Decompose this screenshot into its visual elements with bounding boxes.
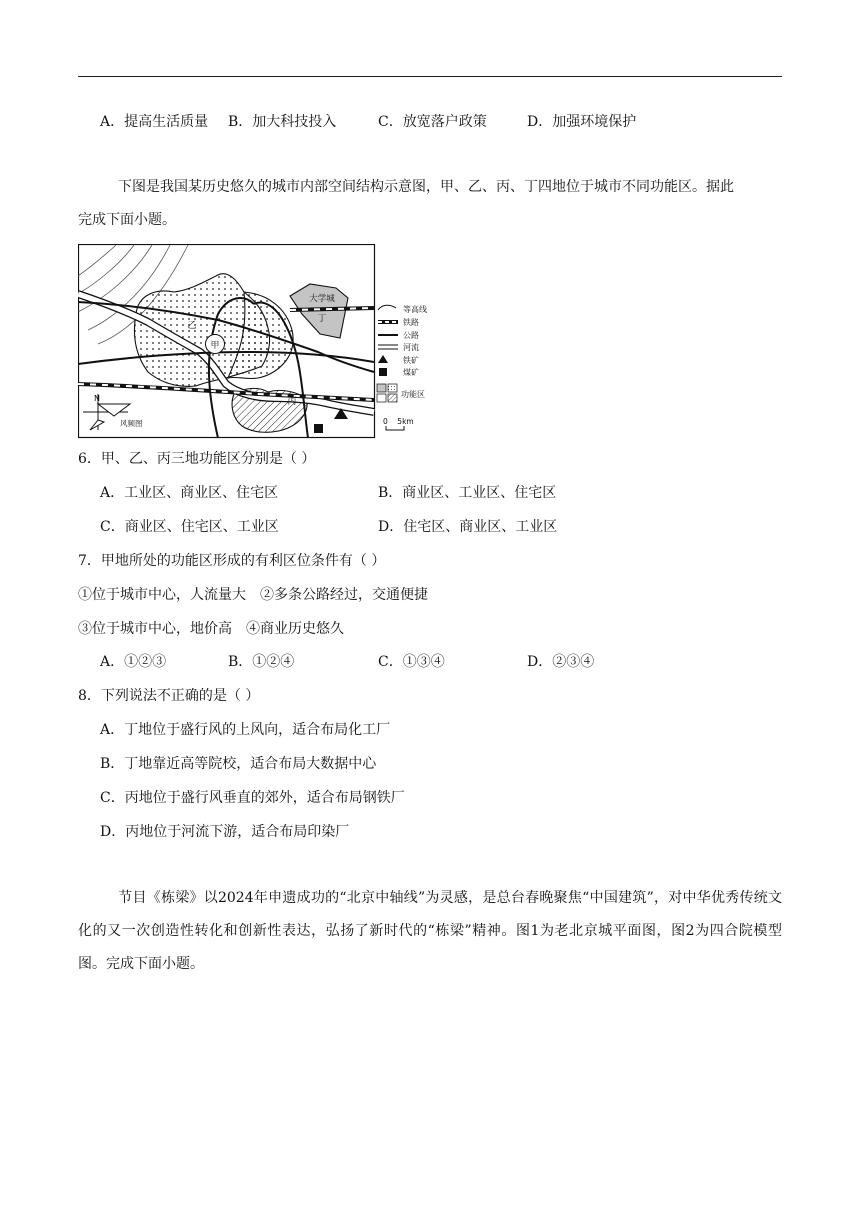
railway-north bbox=[290, 308, 374, 310]
q8-stem: 8．下列说法不正确的是（ ） bbox=[78, 688, 260, 704]
q6-option-b: B．商业区、工业区、住宅区 bbox=[378, 485, 557, 501]
q5-option-d: D．加强环境保护 bbox=[527, 114, 637, 130]
q8-option-d: D．丙地位于河流下游，适合布局印染厂 bbox=[100, 824, 350, 840]
label-jia: 甲 bbox=[210, 341, 220, 351]
q7-option-c: C．①③④ bbox=[378, 654, 445, 670]
q5-option-b: B．加大科技投入 bbox=[228, 114, 337, 130]
scale-bar bbox=[386, 426, 404, 430]
q7-option-d: D．②③④ bbox=[527, 654, 595, 670]
legend-contour-symbol bbox=[378, 305, 396, 310]
intro1-line1: 下图是我国某历史悠久的城市内部空间结构示意图，甲、乙、丙、丁四地位于城市不同功能区。据此 bbox=[118, 179, 734, 195]
q7-items-2: ③位于城市中心，地价高 ④商业历史悠久 bbox=[78, 621, 344, 637]
map-legend bbox=[377, 304, 427, 430]
q6-stem: 6．甲、乙、丙三地功能区分别是（ ） bbox=[78, 451, 316, 467]
label-ding: 丁 bbox=[317, 314, 327, 324]
north-label: N bbox=[94, 394, 100, 403]
legend-contour: 等高线 bbox=[403, 305, 427, 314]
legend-zones-symbol bbox=[377, 384, 397, 402]
legend-iron-icon bbox=[378, 355, 388, 363]
q8-option-c: C．丙地位于盛行风垂直的郊外，适合布局钢铁厂 bbox=[100, 790, 405, 806]
q7-stem: 7．甲地所处的功能区形成的有利区位条件有（ ） bbox=[78, 553, 386, 569]
q7-option-b: B．①②④ bbox=[228, 654, 295, 670]
q6-option-c: C．商业区、住宅区、工业区 bbox=[100, 519, 279, 535]
label-yi: 乙 bbox=[187, 321, 197, 331]
q5-option-c: C．放宽落户政策 bbox=[378, 114, 487, 130]
q7-option-a: A．①②③ bbox=[100, 654, 167, 670]
label-university: 大学城 bbox=[309, 294, 335, 304]
q7-items-1: ①位于城市中心，人流量大 ②多条公路经过，交通便捷 bbox=[78, 587, 428, 603]
intro1-line2: 完成下面小题。 bbox=[78, 212, 176, 228]
legend-iron: 铁矿 bbox=[403, 356, 419, 365]
legend-coal: 煤矿 bbox=[403, 368, 419, 377]
q6-option-d: D．住宅区、商业区、工业区 bbox=[378, 519, 558, 535]
label-bing: 丙 bbox=[287, 397, 297, 407]
q6-option-a: A．工业区、商业区、住宅区 bbox=[100, 485, 279, 501]
q8-option-b: B．丁地靠近高等院校，适合布局大数据中心 bbox=[100, 756, 377, 772]
legend-railway: 铁路 bbox=[403, 318, 419, 327]
city-structure-map bbox=[78, 244, 438, 440]
header-rule bbox=[78, 76, 782, 77]
legend-zones: 功能区 bbox=[401, 390, 425, 399]
q5-option-a: A．提高生活质量 bbox=[100, 114, 209, 130]
intro2-paragraph bbox=[78, 882, 782, 981]
wind-frequency-label: 风频图 bbox=[120, 419, 143, 428]
legend-highway: 公路 bbox=[403, 331, 419, 340]
legend-river: 河流 bbox=[403, 343, 419, 352]
intro2-text: 节目《栋梁》以2024年申遗成功的“北京中轴线”为灵感，是总台春晚聚焦“中国建筑”，对中华优秀传统文化的又一次创造性转化和创新性表达，弘扬了新时代的“栋梁”精神。图1为老北京城平面图，图2为四合院模型图。完成下面小题。 bbox=[78, 890, 782, 972]
legend-coal-icon bbox=[379, 368, 387, 376]
q8-option-a: A．丁地位于盛行风的上风向，适合布局化工厂 bbox=[100, 722, 391, 738]
coal-mine-icon bbox=[314, 424, 323, 433]
scale-label: 0 5km bbox=[383, 417, 414, 426]
